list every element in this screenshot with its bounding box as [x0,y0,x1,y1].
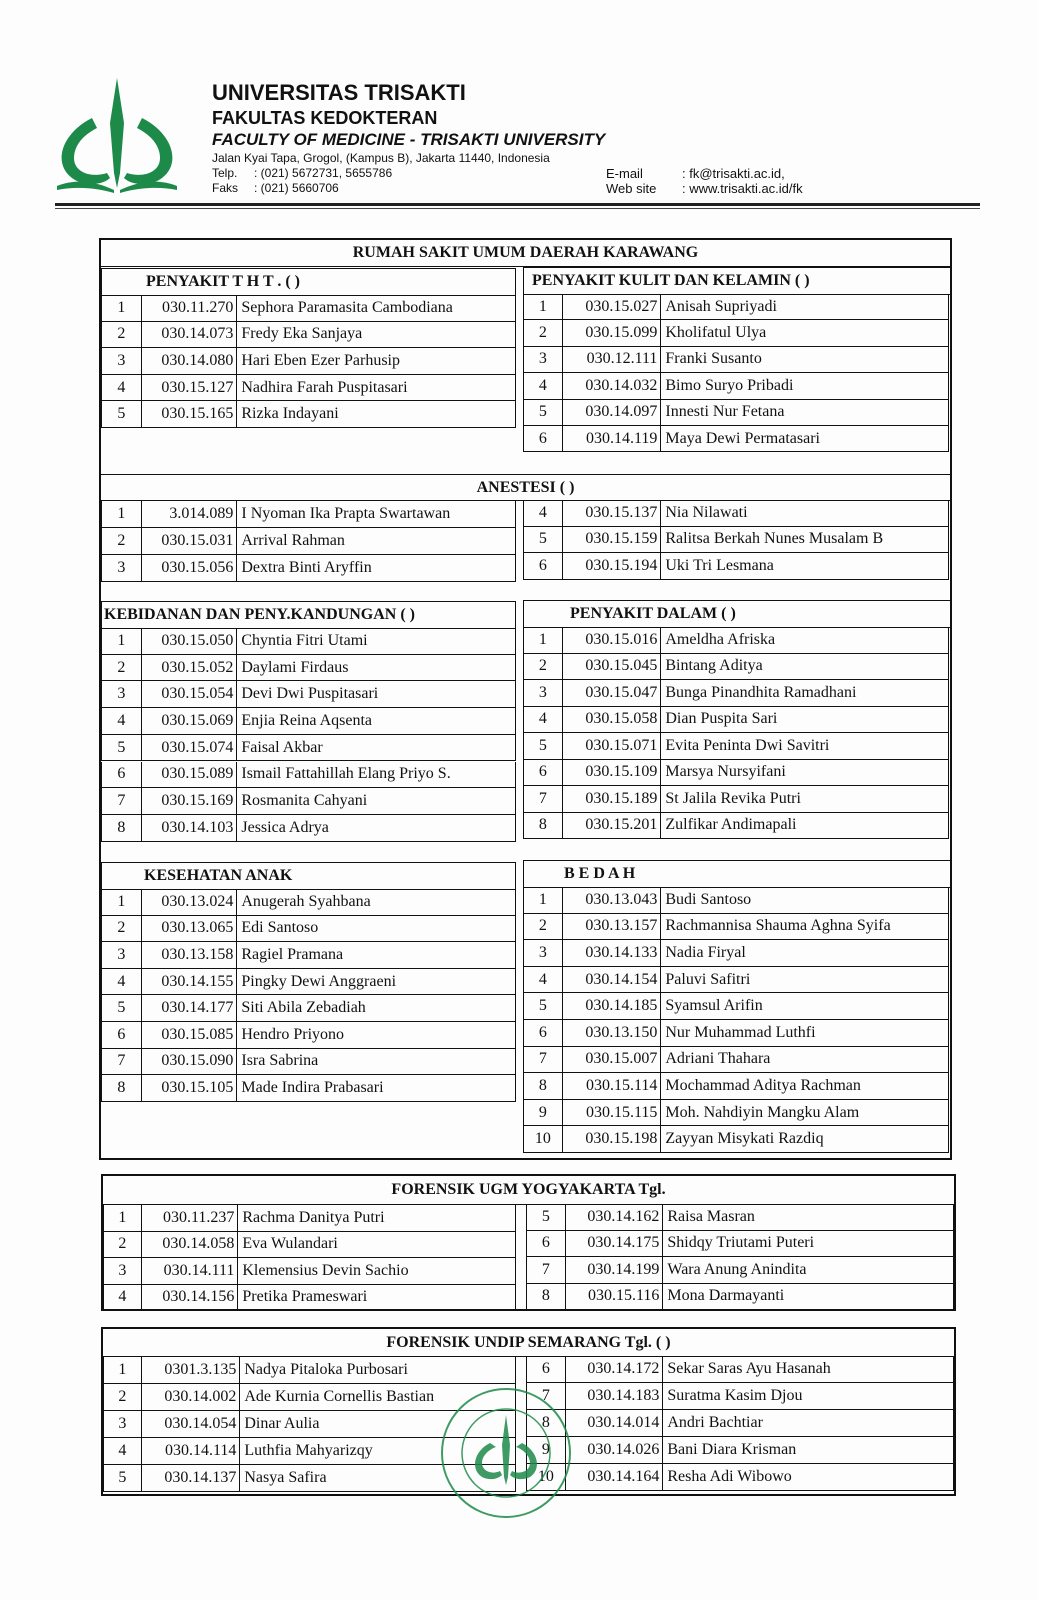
row-number: 6 [524,1020,563,1046]
student-name: Luthfia Mahyarizqy [244,1442,373,1459]
student-id: 030.14.199 [566,1257,664,1283]
row-number: 3 [524,347,563,372]
student-name: Faisal Akbar [241,738,323,756]
student-name: Nia Nilawati [665,503,748,521]
student-name: Bimo Suryo Pribadi [665,376,794,394]
student-id: 030.14.103 [142,815,238,841]
table-row [523,1020,949,1047]
row-number: 7 [524,1047,563,1073]
row-number: 4 [102,375,142,401]
student-name: Zulfikar Andimapali [665,816,797,834]
bedah-header: B E D A H [523,860,951,888]
student-id: 030.15.127 [142,375,238,401]
student-name: Andri Bachtiar [667,1414,763,1431]
row-number: 5 [524,400,563,425]
row-number: 4 [524,707,563,733]
table-row [523,654,949,681]
student-name: Bani Diara Krisman [667,1441,797,1458]
student-name: Ragiel Pramana [241,945,344,963]
student-name: Pingky Dewi Anggraeni [241,972,397,990]
student-id: 030.15.099 [563,320,662,345]
student-name: Made Indira Prabasari [241,1078,384,1096]
row-number: 2 [104,1384,142,1410]
row-number: 1 [102,889,142,915]
row-number: 1 [104,1357,142,1383]
forensik-undip-title: FORENSIK UNDIP SEMARANG Tgl. ( ) [103,1329,954,1357]
forensik-ugm-title: FORENSIK UGM YOGYAKARTA Tgl. [103,1176,954,1205]
student-name: Zayyan Misykati Razdiq [665,1130,824,1148]
row-number: 8 [527,1284,566,1310]
student-name: Rosmanita Cahyani [241,792,368,810]
table-row [101,889,516,916]
student-name: Ralitsa Berkah Nunes Musalam B [665,530,884,548]
table-row [523,914,949,941]
table-row [101,655,516,682]
table-row [526,1437,954,1464]
row-number: 3 [102,681,142,707]
student-name: Adriani Thahara [665,1050,771,1068]
row-number: 6 [527,1231,566,1257]
student-name: Suratma Kasim Djou [667,1387,803,1404]
table-row [526,1284,954,1311]
student-name: St Jalila Revika Putri [665,789,801,807]
student-name: Anugerah Syahbana [241,892,371,910]
student-id: 030.15.016 [563,627,662,653]
student-id: 030.14.026 [566,1437,664,1463]
row-number: 5 [102,401,142,427]
student-name: Resha Adi Wibowo [667,1468,792,1485]
student-name: Arrival Rahman [241,532,345,549]
student-id: 030.13.043 [563,887,662,913]
row-number: 3 [524,940,563,966]
student-id: 030.14.137 [142,1465,241,1491]
table-row [101,375,516,402]
row-number: 4 [524,373,563,398]
student-name: Bunga Pinandhita Ramadhani [665,683,857,701]
table-row [101,401,516,428]
student-id: 030.15.007 [563,1047,662,1073]
row-number: 5 [102,995,142,1021]
student-name: Dian Puspita Sari [665,710,778,728]
email-value: : fk@trisakti.ac.id, [682,166,785,181]
table-row [526,1410,954,1437]
student-id: 030.15.027 [563,294,662,319]
row-number: 8 [527,1410,566,1436]
telp-value: : (021) 5672731, 5655786 [254,166,393,180]
student-name: Raisa Masran [667,1207,755,1225]
row-number: 6 [527,1356,566,1382]
student-id: 030.15.058 [563,707,662,733]
student-id: 030.15.137 [563,500,662,526]
table-row [101,916,516,943]
student-id: 030.15.071 [563,733,662,759]
student-name: Klemensius Devin Sachio [242,1261,409,1279]
student-name: Devi Dwi Puspitasari [241,685,379,703]
student-name: Sephora Paramasita Cambodiana [241,298,453,316]
student-id: 030.11.270 [142,295,238,321]
student-name: Hendro Priyono [241,1025,345,1043]
row-number: 9 [524,1100,563,1126]
table-row [103,1357,516,1384]
row-number: 5 [524,733,563,759]
table-row [523,320,949,346]
student-id: 030.13.150 [563,1020,662,1046]
student-id: 030.15.201 [563,813,662,839]
table-row [523,760,949,787]
table-row [523,553,949,580]
student-id: 030.15.105 [142,1075,238,1101]
student-id: 030.14.054 [142,1411,241,1437]
row-number: 2 [102,322,142,348]
table-row [101,735,516,762]
student-id: 030.15.116 [566,1284,664,1310]
student-id: 030.11.237 [142,1205,239,1231]
student-id: 030.15.085 [142,1022,238,1048]
faks-value: : (021) 5660706 [254,181,339,195]
student-name: Chyntia Fitri Utami [241,631,368,649]
student-name: Isra Sabrina [241,1052,319,1070]
university-logo [52,78,182,196]
student-name: Mona Darmayanti [667,1287,785,1305]
student-id: 030.13.065 [142,916,238,942]
row-number: 7 [102,1049,142,1075]
row-number: 10 [527,1464,566,1490]
table-row [103,1258,516,1285]
student-id: 030.15.089 [142,762,238,788]
table-row [101,501,516,528]
table-row [101,1049,516,1076]
student-id: 030.14.111 [142,1258,239,1284]
student-id: 030.15.159 [563,527,662,553]
row-number: 9 [527,1437,566,1463]
row-number: 3 [102,942,142,968]
student-id: 030.15.056 [142,555,238,581]
table-row [103,1232,516,1259]
row-number: 6 [524,760,563,786]
table-row [101,762,516,789]
student-name: Rizka Indayani [241,405,339,423]
table-row [101,528,516,555]
row-number: 2 [102,655,142,681]
row-number: 1 [104,1205,142,1231]
student-id: 030.15.054 [142,681,238,707]
student-id: 030.14.177 [142,995,238,1021]
student-name: Ameldha Afriska [665,630,776,648]
email-label: E-mail [606,166,643,181]
student-name: Dextra Binti Aryffin [241,559,372,576]
row-number: 1 [524,627,563,653]
table-row [523,887,949,914]
address: Jalan Kyai Tapa, Grogol, (Kampus B), Jakarta 11440, Indonesia [212,151,550,165]
student-id: 030.14.080 [142,348,238,374]
kebidanan-header: KEBIDANAN DAN PENY.KANDUNGAN ( ) [101,601,516,629]
table-row [523,500,949,527]
row-number: 2 [524,914,563,940]
student-id: 030.15.198 [563,1126,662,1152]
row-number: 5 [527,1204,566,1230]
row-number: 4 [524,500,563,526]
student-id: 030.15.090 [142,1049,238,1075]
student-name: Nasya Safira [244,1469,327,1486]
row-number: 3 [104,1258,142,1284]
student-name: Eva Wulandari [242,1235,338,1253]
student-id: 030.14.172 [566,1356,664,1382]
student-id: 030.15.114 [563,1073,662,1099]
table-row [523,967,949,994]
row-number: 2 [102,916,142,942]
student-name: Dinar Aulia [244,1415,320,1432]
student-name: Marsya Nursyifani [665,763,786,781]
table-row [523,1126,949,1153]
row-number: 8 [524,813,563,839]
row-number: 8 [102,815,142,841]
student-name: Nadhira Farah Puspitasari [241,378,408,396]
row-number: 5 [102,735,142,761]
table-row [101,681,516,708]
student-id: 030.15.050 [142,628,238,654]
table-row [101,788,516,815]
student-name: Paluvi Safitri [665,970,751,988]
row-number: 3 [104,1411,142,1437]
student-name: I Nyoman Ika Prapta Swartawan [241,505,451,522]
row-number: 8 [524,1073,563,1099]
header-rule [55,203,980,206]
student-name: Maya Dewi Permatasari [665,429,820,447]
web-label: Web site [606,181,657,196]
table-row [526,1356,954,1383]
faculty-stamp [438,1385,574,1521]
student-name: Shidqy Triutami Puteri [667,1234,815,1252]
student-id: 030.15.074 [142,735,238,761]
student-id: 030.14.133 [563,940,662,966]
student-id: 030.15.189 [563,786,662,812]
student-name: Nur Muhammad Luthfi [665,1023,816,1041]
table-row [523,707,949,734]
table-row [526,1464,954,1491]
row-number: 3 [524,680,563,706]
row-number: 5 [104,1465,142,1491]
row-number: 7 [524,786,563,812]
student-id: 030.14.058 [142,1232,239,1258]
student-id: 030.15.165 [142,401,238,427]
table-row [101,348,516,375]
table-row [101,322,516,349]
row-number: 8 [102,1075,142,1101]
kulit-header: PENYAKIT KULIT DAN KELAMIN ( ) [523,267,951,295]
student-id: 030.14.162 [566,1204,664,1230]
student-id: 030.14.032 [563,373,662,398]
student-id: 0301.3.135 [142,1357,241,1383]
table-row [523,400,949,426]
student-id: 030.14.097 [563,400,662,425]
student-name: Nadia Firyal [665,943,746,961]
student-id: 030.14.164 [566,1464,664,1490]
student-name: Kholifatul Ulya [665,324,767,342]
anak-header: KESEHATAN ANAK [101,862,516,890]
student-id: 030.14.119 [563,426,662,451]
student-name: Rachma Danitya Putri [242,1208,385,1226]
table-row [523,680,949,707]
row-number: 4 [104,1438,142,1464]
student-id: 030.14.073 [142,322,238,348]
table-row [103,1285,516,1312]
table-row [523,813,949,840]
table-row [101,1075,516,1102]
row-number: 6 [524,553,563,579]
student-id: 030.12.111 [563,347,662,372]
student-id: 030.15.109 [563,760,662,786]
student-id: 030.15.115 [563,1100,662,1126]
student-id: 030.13.158 [142,942,238,968]
student-id: 030.14.114 [142,1438,241,1464]
web-value: : www.trisakti.ac.id/fk [682,181,803,196]
row-number: 7 [527,1383,566,1409]
student-name: Budi Santoso [665,890,752,908]
table-row [523,1073,949,1100]
rsud-title: RUMAH SAKIT UMUM DAERAH KARAWANG [101,240,950,267]
student-name: Bintang Aditya [665,657,763,675]
student-id: 030.14.185 [563,993,662,1019]
student-name: Mochammad Aditya Rachman [665,1076,861,1094]
table-row [526,1383,954,1410]
student-id: 030.13.024 [142,889,238,915]
row-number: 3 [102,555,142,581]
student-id: 030.14.014 [566,1410,664,1436]
table-row [103,1205,516,1232]
row-number: 2 [524,320,563,345]
table-row [523,1047,949,1074]
student-name: Franki Susanto [665,350,762,368]
table-row [526,1257,954,1284]
student-name: Fredy Eka Sanjaya [241,325,363,343]
student-id: 030.14.183 [566,1383,664,1409]
anestesi-title: ANESTESI ( ) [101,474,950,501]
table-row [523,1100,949,1127]
header-rule-thin [55,208,980,209]
table-row [523,426,949,452]
student-id: 030.14.154 [563,967,662,993]
table-row [523,527,949,554]
row-number: 1 [524,887,563,913]
row-number: 1 [102,295,142,321]
table-row [523,294,949,320]
student-name: Anisah Supriyadi [665,297,777,315]
student-id: 030.15.169 [142,788,238,814]
faculty-name: FAKULTAS KEDOKTERAN [212,108,438,128]
row-number: 7 [527,1257,566,1283]
student-name: Wara Anung Anindita [667,1260,807,1278]
table-row [101,969,516,996]
table-row [526,1204,954,1231]
table-row [101,628,516,655]
student-id: 030.15.069 [142,708,238,734]
table-row [101,1022,516,1049]
student-name: Edi Santoso [241,919,319,937]
table-row [526,1231,954,1258]
student-id: 030.15.047 [563,680,662,706]
student-name: Nadya Pitaloka Purbosari [244,1361,408,1378]
row-number: 10 [524,1126,563,1152]
faks-label: Faks [212,181,239,195]
table-row [523,940,949,967]
row-number: 6 [102,1022,142,1048]
student-name: Uki Tri Lesmana [665,556,774,574]
row-number: 4 [102,708,142,734]
table-row [101,815,516,842]
telp-label: Telp. [212,166,238,180]
student-name: Pretika Prameswari [242,1288,368,1306]
table-row [523,733,949,760]
student-name: Ade Kurnia Cornellis Bastian [244,1388,435,1405]
student-name: Jessica Adrya [241,818,329,836]
tht-header: PENYAKIT T H T . ( ) [101,268,516,296]
student-name: Rachmannisa Shauma Aghna Syifa [665,917,891,935]
row-number: 4 [524,967,563,993]
student-id: 3.014.089 [142,501,238,527]
table-row [101,295,516,322]
student-id: 030.14.002 [142,1384,241,1410]
row-number: 3 [102,348,142,374]
table-row [523,786,949,813]
row-number: 5 [524,527,563,553]
student-id: 030.15.052 [142,655,238,681]
student-id: 030.15.031 [142,528,238,554]
student-id: 030.14.175 [566,1231,664,1257]
student-name: Hari Eben Ezer Parhusip [241,351,400,369]
student-name: Syamsul Arifin [665,997,763,1015]
university-name: UNIVERSITAS TRISAKTI [212,80,466,105]
table-row [101,995,516,1022]
row-number: 5 [524,993,563,1019]
student-name: Innesti Nur Fetana [665,403,785,421]
table-row [101,708,516,735]
table-row [101,555,516,582]
student-id: 030.14.156 [142,1285,239,1311]
row-number: 1 [524,294,563,319]
table-row [523,993,949,1020]
student-id: 030.15.045 [563,654,662,680]
faculty-name-en: FACULTY OF MEDICINE - TRISAKTI UNIVERSITY [212,130,606,149]
student-name: Daylami Firdaus [241,658,349,676]
row-number: 2 [524,654,563,680]
student-name: Enjia Reina Aqsenta [241,711,373,729]
row-number: 6 [524,426,563,451]
row-number: 1 [102,501,142,527]
student-name: Sekar Saras Ayu Hasanah [667,1360,831,1377]
student-id: 030.15.194 [563,553,662,579]
student-id: 030.14.155 [142,969,238,995]
row-number: 4 [102,969,142,995]
student-id: 030.13.157 [563,914,662,940]
row-number: 2 [104,1232,142,1258]
row-number: 4 [104,1285,142,1311]
table-row [523,347,949,373]
student-name: Moh. Nahdiyin Mangku Alam [665,1103,860,1121]
student-name: Siti Abila Zebadiah [241,999,366,1017]
student-name: Ismail Fattahillah Elang Priyo S. [241,765,451,783]
student-name: Evita Peninta Dwi Savitri [665,736,830,754]
row-number: 7 [102,788,142,814]
dalam-header: PENYAKIT DALAM ( ) [523,600,951,628]
row-number: 1 [102,628,142,654]
row-number: 6 [102,762,142,788]
row-number: 2 [102,528,142,554]
table-row [523,373,949,399]
table-row [523,627,949,654]
table-row [101,942,516,969]
